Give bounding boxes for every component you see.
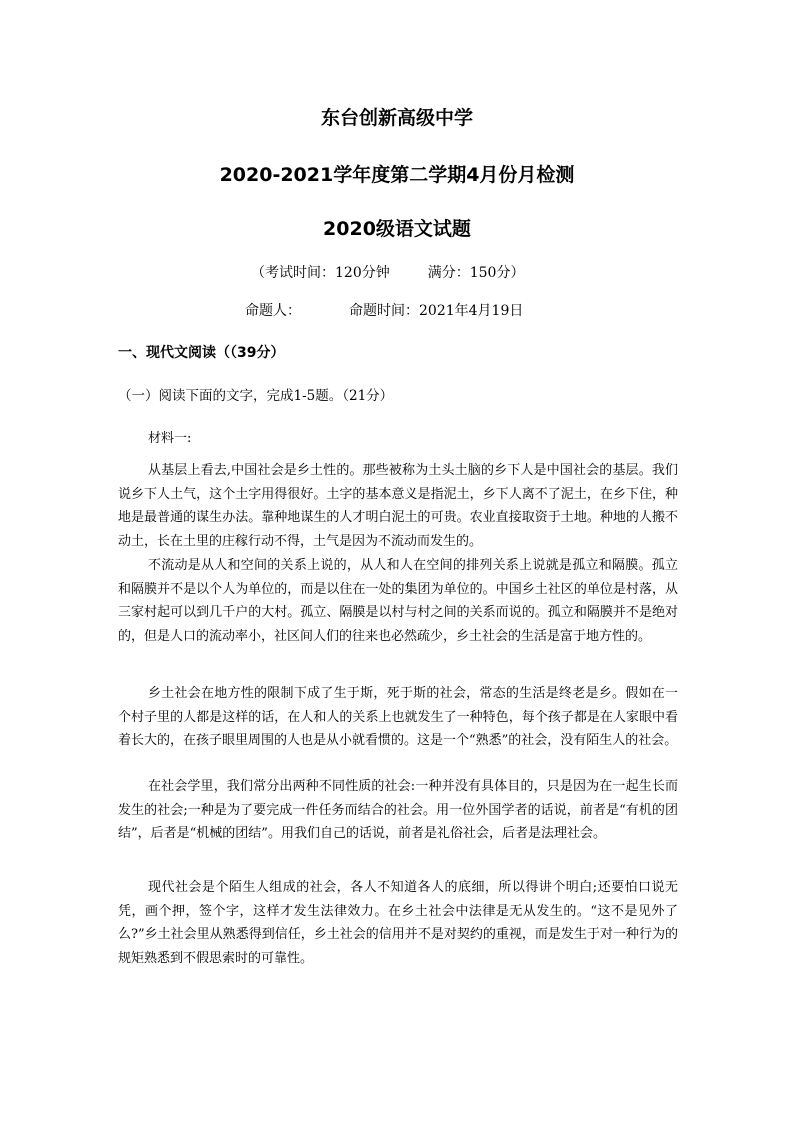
exam-time: （考试时间：120分钟 (251, 265, 390, 281)
passage-paragraph: 不流动是从人和空间的关系上说的，从人和人在空间的排列关系上说就是孤立和隔膜。孤立和隔膜并不是以个人为单位的，而是以住在一处的集团为单位的。中国乡土社区的单位是村落，从三家村起可以到几千户的大村。孤立、隔膜是以村与村之间的关系而说的。孤立和隔膜并不是绝对的，但是人口的流动率小，社区间人们的往来也必然疏少，乡土社会的生活是富于地方性的。 (118, 558, 678, 644)
material-label: 材料一: (148, 431, 192, 446)
section-heading: 一、现代文阅读（（39分） (118, 345, 285, 361)
passage-paragraph: 从基层上看去,中国社会是乡土性的。那些被称为土头土脑的乡下人是中国社会的基层。我们说乡下人土气，这个土字用得很好。土字的基本意义是指泥土，乡下人离不了泥土，在乡下住，种地是最普通的谋生办法。靠种地谋生的人才明白泥土的可贵。农业直接取资于土地。种地的人搬不动土，长在土里的庄稼行动不得，土气是因为不流动而发生的。 (118, 463, 678, 549)
term-title: 2020-2021学年度第二学期4月份月检测 (219, 164, 575, 186)
exam-title: 2020级语文试题 (323, 218, 471, 240)
exam-date: 命题时间：2021年4月19日 (349, 303, 524, 319)
exam-author: 命题人： (245, 303, 301, 319)
passage-paragraph: 乡土社会在地方性的限制下成了生于斯，死于斯的社会，常态的生活是终老是乡。假如在一个村子里的人都是这样的话，在人和人的关系上也就发生了一种特色，每个孩子都是在人家眼中看着长大的，在孩子眼里周围的人也是从小就看惯的。这是一个“熟悉”的社会，没有陌生人的社会。 (118, 686, 678, 748)
exam-author-date (245, 301, 523, 321)
passage-paragraph: 在社会学里，我们常分出两种不同性质的社会:一种并没有具体目的，只是因为在一起生长而发生的社会;一种是为了要完成一件任务而结合的社会。用一位外国学者的话说，前者是“有机的团结”，后者是“机械的团结”。用我们自己的话说，前者是礼俗社会，后者是法理社会。 (118, 779, 678, 841)
subsection-heading: （一）阅读下面的文字，完成1-5题。（21分） (118, 388, 394, 404)
exam-time-score (251, 263, 524, 283)
exam-full-score: 满分：150分） (427, 265, 525, 281)
school-name: 东台创新高级中学 (320, 107, 473, 129)
passage-paragraph: 现代社会是个陌生人组成的社会，各人不知道各人的底细，所以得讲个明白;还要怕口说无凭，画个押，签个字，这样才发生法律效力。在乡土社会中法律是无从发生的。“这不是见外了么?”乡土社会里从熟悉得到信任，乡土社会的信用并不是对契约的重视，而是发生于对一种行为的规矩熟悉到不假思索时的可靠性。 (118, 880, 678, 966)
